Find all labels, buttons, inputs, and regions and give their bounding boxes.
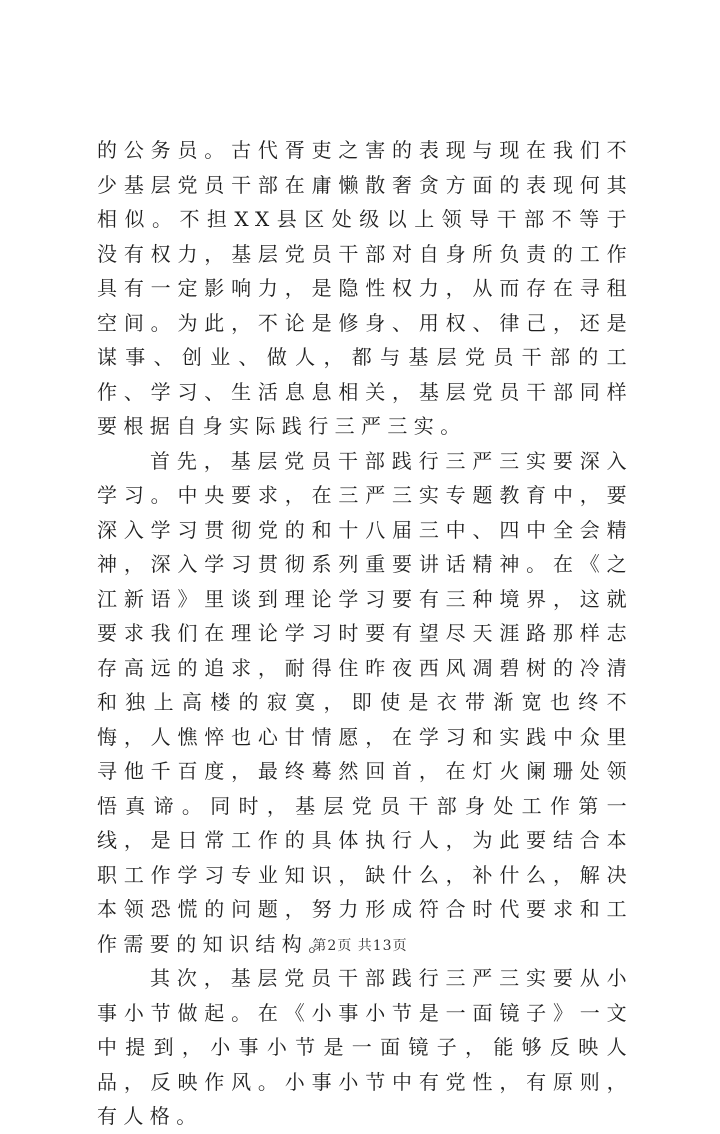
paragraph-2: 首先，基层党员干部践行三严三实要深入学习。中央要求，在三严三实专题教育中，要深入学习贯彻党的和十八届三中、四中全会精神，深入学习贯彻系列重要讲话精神。在《之江新语》里谈到理论学习要有三种境界，这就要求我们在理论学习时要有望尽天涯路那样志存高远的追求，耐得住昨夜西风凋碧树的冷清和独上高楼的寂寞，即使是衣带渐宽也终不悔，人憔悴也心甘情愿，在学习和实践中众里寻他千百度，最终蓦然回首，在灯火阑珊处领悟真谛。同时，基层党员干部身处工作第一线，是日常工作的具体执行人，为此要结合本职工作学习专业知识，缺什么，补什么，解决本领恐慌的问题，努力形成符合时代要求和工作需要的知识结构。 [97, 448, 633, 956]
paragraph-3: 其次，基层党员干部践行三严三实要从小事小节做起。在《小事小节是一面镜子》一文中提到，小事小节是一面镜子，能够反映人品，反映作风。小事小节中有党性，有原则，有人格。 [97, 966, 633, 1128]
page-number-footer: 第2页 共13页 [312, 938, 408, 954]
paragraph-1: 的公务员。古代胥吏之害的表现与现在我们不少基层党员干部在庸懒散奢贪方面的表现何其相似。不担XX县区处级以上领导干部不等于没有权力，基层党员干部对自身所负责的工作具有一定影响力，是隐性权力，从而存在寻租空间。为此，不论是修身、用权、律己，还是谋事、创业、做人，都与基层党员干部的工作、学习、生活息息相关，基层党员干部同样要根据自身实际践行三严三实。 [97, 138, 633, 438]
document-body [97, 133, 633, 1134]
